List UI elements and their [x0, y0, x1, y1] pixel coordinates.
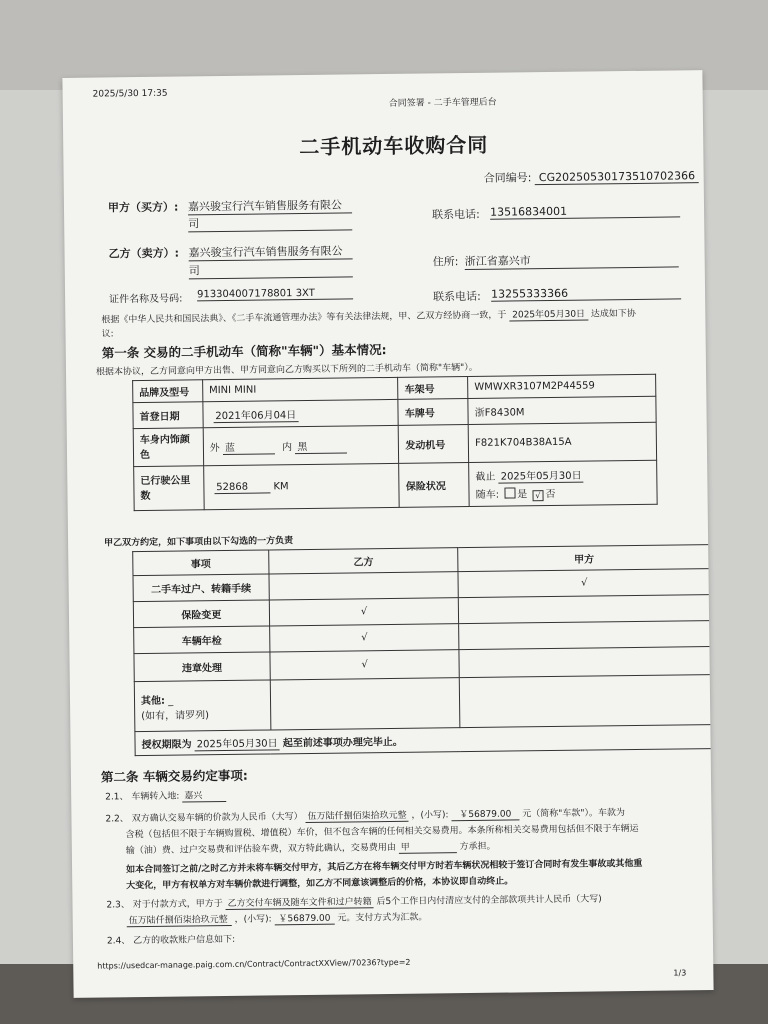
basis-text-after: 达成如下协	[590, 308, 636, 320]
basis-line	[101, 306, 636, 327]
duties-col-a: 甲方	[458, 545, 710, 572]
party-a-phone-label: 联系电话:	[432, 207, 480, 222]
duty-a-check[interactable]: √	[458, 569, 710, 598]
duty-item: 违章处理	[134, 652, 270, 682]
clause-2-2-amount-cn: 伍万陆仟捌佰柒拾玖元整	[305, 808, 408, 823]
mileage-value: 52868	[214, 481, 270, 494]
vin-value: WMWXR3107M2P44559	[468, 374, 656, 398]
page-title: 二手机动车收购合同	[299, 132, 489, 160]
vehicle-table	[132, 374, 658, 511]
duty-other-cell	[134, 680, 270, 732]
clause-2-4-num: 2.4、	[106, 936, 131, 947]
insurance-cell	[469, 460, 657, 506]
color-cell	[203, 425, 399, 465]
duty-other-blank: _	[168, 695, 174, 707]
clause-2-2-line2: 含税（包括但不限于车辆购置税、增值税）车价，但不包含车辆的任何相关交易费用。本条所称相关交易费用包括但不限于车辆运	[125, 823, 639, 841]
party-b-address: 浙江省嘉兴市	[465, 250, 679, 270]
clause-2-3-text3: ，(小写):	[234, 914, 272, 925]
duties-table	[132, 544, 712, 756]
duty-other-label: 其他:	[140, 695, 166, 707]
duty-item: 保险变更	[133, 600, 269, 628]
site-title: 合同签署 - 二手车管理后台	[388, 97, 497, 109]
duty-other-b[interactable]	[270, 678, 460, 730]
ins-with-label: 随车:	[475, 489, 500, 501]
brand-value: MINI MINI	[202, 377, 398, 401]
party-b-name-line1: 嘉兴骏宝行汽车销售服务有限公	[188, 242, 352, 261]
clause-2-2-amount: ￥56879.00	[451, 806, 519, 821]
reg-date-value: 2021年06月04日	[213, 406, 298, 423]
deadline-after: 起至前述事项办理完毕止。	[282, 736, 403, 749]
duty-b-check[interactable]: √	[270, 650, 460, 680]
color-label: 车身内饰颜色	[133, 428, 203, 467]
clause-2-2-text1: 双方确认交易车辆的价款为人民币（大写）	[131, 812, 303, 825]
ext-label: 外	[209, 442, 220, 454]
engine-label: 发动机号	[399, 425, 469, 464]
clause-2-2-text3: 元（简称"车款"）。车款为	[522, 808, 626, 820]
clause-2-3-line1	[106, 891, 601, 911]
ins-no-checkbox[interactable]: √	[532, 490, 543, 501]
duty-item: 二手车过户、转籍手续	[133, 574, 269, 602]
ins-yes-checkbox[interactable]	[504, 487, 515, 498]
basis-date: 2025年05月30日	[509, 307, 588, 322]
duty-b-check[interactable]: √	[269, 624, 459, 652]
brand-label: 品牌及型号	[133, 380, 203, 403]
plate-label: 车牌号	[398, 399, 468, 426]
footer-url: https://usedcar-manage.paig.com.cn/Contract/ContractXXView/70236?type=2	[97, 957, 411, 971]
party-b-name-line2: 司	[189, 260, 353, 279]
mileage-cell	[203, 463, 399, 509]
party-b-phone-label: 联系电话:	[433, 289, 481, 304]
ext-color: 蓝	[223, 438, 275, 455]
duty-a-check[interactable]	[459, 595, 711, 624]
reg-date-cell	[203, 399, 399, 427]
duty-item: 车辆年检	[134, 626, 270, 654]
plate-value: 浙F8430M	[468, 396, 656, 424]
party-a-label: 甲方（买方）:	[107, 200, 179, 215]
clause-2-2-num: 2.2、	[105, 814, 129, 825]
ins-until-value: 2025年05月30日	[499, 466, 584, 483]
ins-until-label: 截止	[475, 471, 496, 483]
duties-col-item: 事项	[133, 550, 269, 576]
clause-2-3-text4: 元。支付方式为汇款。	[337, 912, 428, 924]
vin-label: 车架号	[398, 377, 468, 400]
basis-line2: 议:	[101, 329, 114, 340]
mileage-unit: KM	[273, 480, 289, 492]
duties-col-b: 乙方	[268, 548, 458, 574]
clause-2-3-amount-cn: 伍万陆仟捌佰柒拾玖元整	[127, 912, 232, 927]
duty-b-check[interactable]: √	[269, 598, 459, 626]
print-datetime: 2025/5/30 17:35	[92, 88, 168, 100]
reg-date-label: 首登日期	[133, 402, 203, 429]
contract-no	[484, 167, 700, 186]
clause-2-2-text5: 方承担。	[459, 841, 496, 853]
duty-a-check[interactable]	[459, 621, 711, 650]
party-b-id-value: 913304007178801 3XT	[197, 287, 353, 301]
clause-2-1	[105, 788, 226, 803]
party-b-label: 乙方（卖方）:	[108, 246, 180, 261]
party-a-name-line1: 嘉兴骏宝行汽车销售服务有限公	[188, 196, 352, 215]
deadline-label: 授权期限为	[141, 738, 192, 751]
party-b-id-label: 证件名称及号码:	[109, 293, 183, 306]
clause-2-2-line3	[126, 839, 496, 858]
clause-2-1-num: 2.1、	[105, 792, 129, 803]
duty-a-check[interactable]	[459, 647, 711, 678]
clause-2-1-value: 嘉兴	[182, 788, 226, 803]
article1-intro: 根据本协议，乙方同意向甲方出售、甲方同意向乙方购买以下所列的二手机动车（简称"车辆"）。	[95, 362, 478, 378]
clause-2-3-line2	[127, 910, 428, 928]
deadline-date: 2025年05月30日	[195, 734, 280, 751]
contract-page	[62, 70, 713, 998]
ins-no-label: 否	[545, 488, 556, 500]
clause-2-1-text: 车辆转入地:	[131, 791, 180, 803]
party-a-phone: 13516834001	[490, 203, 680, 219]
party-b-phone: 13255333366	[491, 285, 681, 301]
clause-2-2-text4: 输（油）费、过户交易费和评估验车费，双方特此确认，交易费用由	[125, 842, 396, 857]
int-color: 黑	[295, 437, 347, 454]
clause-2-3-text2: 后5个工作日内付清应支付的全部款项共计人民币（大写)	[376, 894, 602, 908]
duty-b-check[interactable]	[269, 572, 459, 600]
clause-2-2-bold1: 如本合同签订之前/之时乙方并未将车辆交付甲方，其后乙方在将车辆交付甲方时若车辆状况相较于签订合同时有发生事故或其他重	[126, 858, 643, 876]
clause-2-2-fee-party: 甲	[399, 839, 457, 854]
duties-intro: 甲乙双方约定，如下事项由以下勾选的一方负责	[104, 536, 294, 549]
int-label: 内	[282, 441, 293, 453]
article2-title: 第二条 车辆交易约定事项:	[100, 767, 248, 785]
insurance-label: 保险状况	[399, 463, 469, 508]
clause-2-3-num: 2.3、	[106, 900, 130, 911]
contract-no-label: 合同编号:	[483, 171, 532, 185]
duty-other-a[interactable]	[460, 675, 712, 728]
basis-text: 根据《中华人民共和国民法典》、《二手车流通管理办法》等有关法律法规，甲、乙双方经协商一致，于	[101, 310, 507, 326]
clause-2-2-bold2: 大变化，甲方有权单方对车辆价款进行调整，如乙方不同意该调整后的价格，本协议即自动终止。	[126, 876, 514, 892]
ins-yes-label: 是	[517, 488, 528, 500]
engine-value: F821K704B38A15A	[468, 422, 656, 462]
mileage-label: 已行驶公里数	[134, 466, 204, 511]
party-b-address-label: 住所:	[432, 255, 459, 269]
clause-2-3-cond: 乙方交付车辆及随车文件和过户转籍	[226, 894, 374, 910]
clause-2-4-text: 乙方的收款账户信息如下:	[133, 934, 236, 947]
clause-2-3-text1: 对于付款方式，甲方于	[132, 899, 223, 911]
clause-2-4	[107, 932, 235, 947]
clause-2-3-amount: ￥56879.00	[274, 911, 334, 926]
footer-page: 1/3	[673, 968, 687, 978]
article1-title: 第一条 交易的二手机动车（简称"车辆"）基本情况:	[101, 342, 387, 361]
contract-no-value: CG20250530173510702366	[535, 169, 699, 185]
duty-other-hint: (如有，请罗列)	[141, 709, 210, 722]
clause-2-2-text2: ，(小写):	[411, 810, 449, 821]
party-a-name-line2: 司	[188, 213, 352, 232]
